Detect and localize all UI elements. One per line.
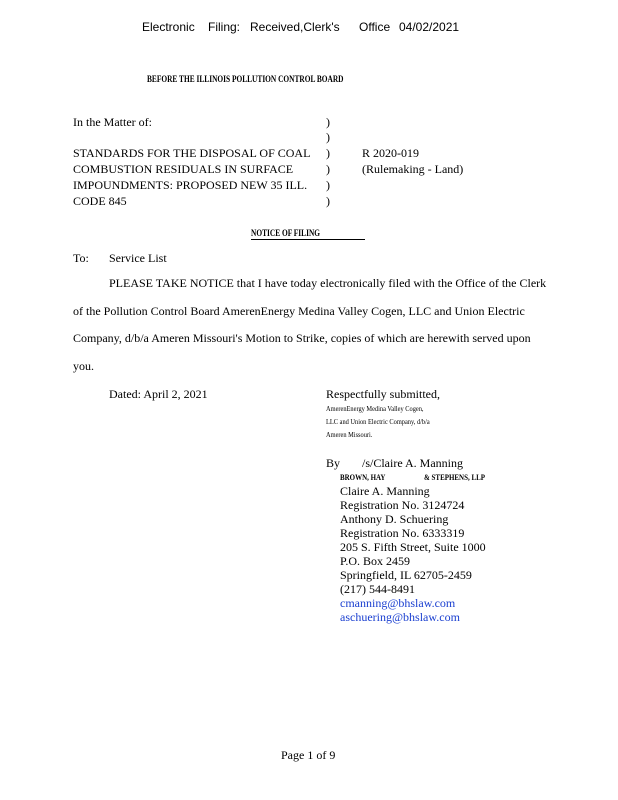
signature-line: /s/Claire A. Manning <box>362 456 463 470</box>
page-number: Page 1 of 9 <box>281 748 336 762</box>
body-line: Company, d/b/a Ameren Missouri's Motion to Strike, copies of which are herewith served upon <box>73 331 531 345</box>
contact-line: Springfield, IL 62705-2459 <box>340 568 472 582</box>
caption-paren: ) <box>326 115 330 129</box>
caption-paren: ) <box>326 194 330 208</box>
header-electronic: Electronic <box>142 20 195 34</box>
header-date: 04/02/2021 <box>399 20 460 34</box>
party-line: Ameren Missouri. <box>326 430 373 439</box>
body-line: PLEASE TAKE NOTICE that I have today electronically filed with the Office of the Clerk <box>109 276 547 290</box>
email-link[interactable]: aschuering@bhslaw.com <box>340 610 460 624</box>
board-title: BEFORE THE ILLINOIS POLLUTION CONTROL BOARD <box>147 74 344 84</box>
header-received: Received,Clerk's <box>250 20 340 34</box>
dated: Dated: April 2, 2021 <box>109 387 208 401</box>
rulemaking-type: (Rulemaking - Land) <box>362 162 464 176</box>
body-line: of the Pollution Control Board AmerenEnergy Medina Valley Cogen, LLC and Union Electric <box>73 304 525 318</box>
firm-name-right: & STEPHENS, LLP <box>424 472 486 482</box>
firm-name-left: BROWN, HAY <box>340 472 386 482</box>
by-label: By <box>326 456 341 470</box>
caption-paren: ) <box>326 130 330 144</box>
party-line: AmerenEnergy Medina Valley Cogen, <box>326 404 424 413</box>
caption-line: IMPOUNDMENTS: PROPOSED NEW 35 ILL. <box>73 178 308 192</box>
contact-line: Registration No. 3124724 <box>340 498 465 512</box>
caption-paren: ) <box>326 178 330 192</box>
body-line: you. <box>73 359 94 373</box>
notice-title: NOTICE OF FILING <box>251 228 321 238</box>
party-line: LLC and Union Electric Company, d/b/a <box>326 417 430 426</box>
in-the-matter: In the Matter of: <box>73 115 152 129</box>
respectfully-submitted: Respectfully submitted, <box>326 387 440 401</box>
contact-line: Anthony D. Schuering <box>340 512 449 526</box>
caption-paren: ) <box>326 146 330 160</box>
to-value: Service List <box>109 251 167 265</box>
contact-line: Registration No. 6333319 <box>340 526 465 540</box>
caption-line: CODE 845 <box>73 194 127 208</box>
to-label: To: <box>73 251 89 265</box>
header-office: Office <box>359 20 391 34</box>
caption-paren: ) <box>326 162 330 176</box>
email-link[interactable]: cmanning@bhslaw.com <box>340 596 456 610</box>
contact-line: P.O. Box 2459 <box>340 554 411 568</box>
contact-line: Claire A. Manning <box>340 484 430 498</box>
contact-line: 205 S. Fifth Street, Suite 1000 <box>340 540 486 554</box>
caption-line: COMBUSTION RESIDUALS IN SURFACE <box>73 162 294 176</box>
caption-line: STANDARDS FOR THE DISPOSAL OF COAL <box>73 146 311 160</box>
notice-title-underline <box>251 239 365 240</box>
header-filing: Filing: <box>208 20 241 34</box>
contact-line: (217) 544-8491 <box>340 582 415 596</box>
docket-number: R 2020-019 <box>362 146 419 160</box>
